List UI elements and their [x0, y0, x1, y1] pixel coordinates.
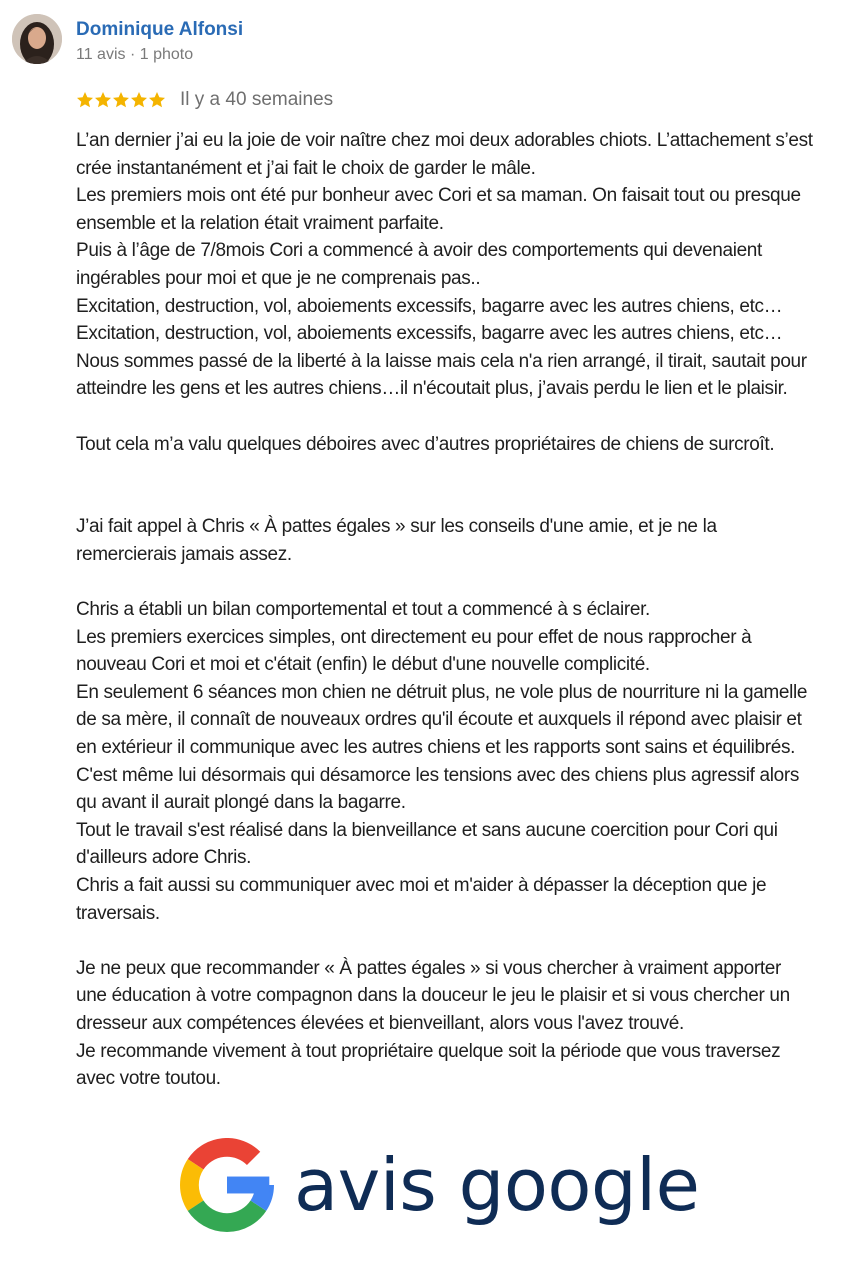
- review-line: traversais.: [76, 902, 160, 924]
- review-line: nouveau Cori et moi et c'était (enfin) le début d'une nouvelle complicité.: [76, 654, 650, 676]
- rating-row: [76, 88, 333, 112]
- review-line: remercierais jamais assez.: [76, 543, 292, 565]
- review-line: Excitation, destruction, vol, aboiements excessifs, bagarre avec les autres chiens, etc…: [76, 295, 783, 317]
- google-reviews-logo: [180, 1138, 699, 1232]
- reviewer-name[interactable]: Dominique Alfonsi: [76, 19, 244, 40]
- review-line: d'ailleurs adore Chris.: [76, 847, 252, 869]
- review-text: [76, 127, 844, 1093]
- review-line: [76, 403, 844, 431]
- footer-text: avis google: [294, 1143, 700, 1227]
- avatar[interactable]: [12, 14, 62, 64]
- review-line: [76, 458, 844, 486]
- star-icon: [148, 91, 166, 109]
- review-line: [76, 569, 844, 597]
- review-line: une éducation à votre compagnon dans la douceur le jeu le plaisir et si vous chercher un: [76, 985, 790, 1007]
- review-line: Chris a établi un bilan comportemental et tout a commencé à s éclairer.: [76, 599, 650, 621]
- review-line: dresseur aux compétences élevées et bienveillant, alors vous l'avez trouvé.: [76, 1013, 684, 1034]
- review-line: J’ai fait appel à Chris « À pattes égales » sur les conseils d'une amie, et je ne la: [76, 516, 717, 538]
- review-line: Tout le travail s'est réalisé dans la bienveillance et sans aucune coercition pour Cori qui: [76, 819, 778, 841]
- review-line: avec votre toutou.: [76, 1068, 221, 1090]
- review-header: [12, 14, 243, 66]
- review-line: atteindre les gens et les autres chiens…il n'écoutait plus, j’avais perdu le lien et le plaisir.: [76, 378, 788, 400]
- reviewer-info: [76, 18, 243, 66]
- review-line: qu avant il aurait plongé dans la bagarre.: [76, 792, 406, 814]
- review-line: Puis à l’âge de 7/8mois Cori a commencé à avoir des comportements qui devenaient: [76, 240, 762, 262]
- review-line: en extérieur il communique avec les autres chiens et les rapports sont sains et équilibrés.: [76, 737, 796, 759]
- review-line: L’an dernier j’ai eu la joie de voir naître chez moi deux adorables chiots. L’attachement s’est: [76, 130, 813, 151]
- review-line: de sa mère, il connaît de nouveaux ordres qu'il écoute et auxquels il répond avec plaisir et: [76, 709, 802, 731]
- review-line: Je recommande vivement à tout propriétaire quelque soit la période que vous traversez: [76, 1040, 781, 1062]
- star-icon: [112, 91, 130, 109]
- star-icon: [94, 91, 112, 109]
- review-line: [76, 927, 844, 955]
- review-line: Les premiers mois ont été pur bonheur avec Cori et sa maman. On faisait tout ou presque: [76, 185, 801, 207]
- review-line: Je ne peux que recommander « À pattes égales » si vous chercher à vraiment apporter: [76, 957, 781, 979]
- star-icon: [130, 91, 148, 109]
- review-line: C'est même lui désormais qui désamorce les tensions avec des chiens plus agressif alors: [76, 764, 799, 786]
- google-g-icon: [180, 1138, 274, 1232]
- review-line: Tout cela m’a valu quelques déboires avec d’autres propriétaires de chiens de surcroît.: [76, 433, 775, 455]
- review-date: Il y a 40 semaines: [180, 89, 334, 110]
- review-line: ingérables pour moi et que je ne comprenais pas..: [76, 267, 481, 289]
- avatar-photo-icon: [12, 14, 62, 64]
- reviewer-meta: 11 avis · 1 photo: [76, 46, 194, 63]
- review-line: Nous sommes passé de la liberté à la laisse mais cela n'a rien arrangé, il tirait, sautait pour: [76, 350, 807, 372]
- star-rating: [76, 91, 166, 109]
- star-icon: [76, 91, 94, 109]
- review-line: Chris a fait aussi su communiquer avec moi et m'aider à dépasser la déception que je: [76, 875, 767, 897]
- review-line: Les premiers exercices simples, ont directement eu pour effet de nous rapprocher à: [76, 626, 752, 648]
- review-line: crée instantanément et j’ai fait le choix de garder le mâle.: [76, 157, 536, 179]
- review-line: ensemble et la relation était vraiment parfaite.: [76, 212, 444, 234]
- review-line: En seulement 6 séances mon chien ne détruit plus, ne vole plus de nourriture ni la gamelle: [76, 681, 808, 703]
- review-line: [76, 486, 844, 514]
- review-line: Excitation, destruction, vol, aboiements excessifs, bagarre avec les autres chiens, etc…: [76, 323, 783, 345]
